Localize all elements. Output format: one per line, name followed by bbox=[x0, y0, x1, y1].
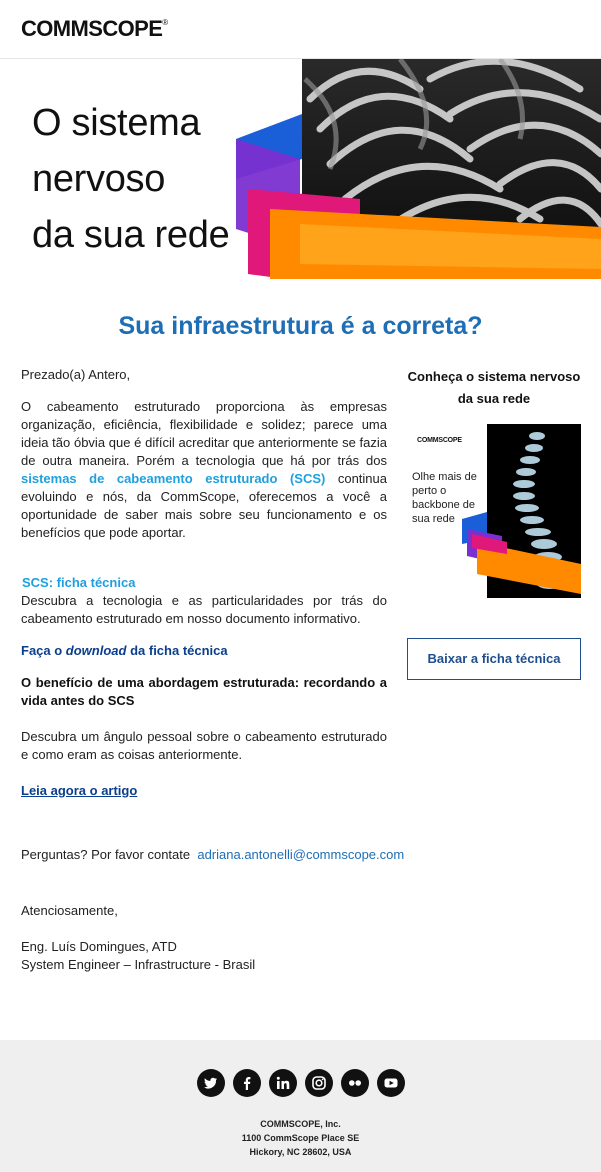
spine-image bbox=[407, 424, 581, 598]
article-description: Descubra um ângulo pessoal sobre o cabeamento estruturado e como eram as coisas anteriormente. bbox=[21, 729, 387, 762]
scs-link[interactable]: sistemas de cabeamento estruturado (SCS) bbox=[21, 471, 326, 486]
closing: Atenciosamente, bbox=[21, 903, 118, 918]
signature-name: Eng. Luís Domingues, ATD bbox=[21, 939, 177, 954]
download-link[interactable]: Faça o download da ficha técnica bbox=[21, 643, 228, 658]
contact-email-link[interactable]: adriana.antonelli@commscope.com bbox=[197, 847, 405, 862]
commscope-logo[interactable]: COMMSCOPE® bbox=[21, 16, 168, 41]
social-icons bbox=[0, 1069, 601, 1097]
article-title: O benefício de uma abordagem estruturada: recordando a vida antes do SCS bbox=[21, 675, 387, 708]
youtube-icon[interactable] bbox=[377, 1069, 405, 1097]
signature-title: System Engineer – Infrastructure - Brasil bbox=[21, 957, 256, 972]
card-logo: COMMSCOPE bbox=[417, 437, 462, 444]
intro-paragraph: O cabeamento estruturado proporciona às empresas organização, eficiência, flexibilidade e solidez; parece uma ideia tão óbvia que é difícil acreditar que anteriormente se fazia de outra maneira. Porém a tecnologia que há por trás dos sistemas de cabeamento estruturado (SCS) continua evoluindo e nós, da CommScope, oferecemos a você a oportunidade de saber mais sobre seu funcionamento e os benefícios que pode aportar. bbox=[21, 399, 388, 540]
sidebar-title: Conheça o sistema nervoso da sua rede bbox=[407, 369, 581, 406]
footer bbox=[0, 1040, 601, 1172]
scs-title-link[interactable]: SCS: ficha técnica bbox=[22, 575, 136, 590]
hero-banner bbox=[0, 59, 601, 279]
page-headline: Sua infraestrutura é a correta? bbox=[118, 312, 483, 340]
greeting: Prezado(a) Antero, bbox=[21, 367, 131, 382]
header-bar bbox=[0, 0, 601, 59]
flickr-icon[interactable] bbox=[341, 1069, 369, 1097]
instagram-icon[interactable] bbox=[305, 1069, 333, 1097]
facebook-icon[interactable] bbox=[233, 1069, 261, 1097]
download-datasheet-button[interactable]: Baixar a ficha técnica bbox=[407, 638, 581, 680]
scs-description: Descubra a tecnologia e as particularidades por trás do cabeamento estruturado em nosso documento informativo. bbox=[21, 593, 387, 626]
card-text: Olhe mais de perto o backbone de sua rede bbox=[412, 471, 477, 525]
article-link[interactable]: Leia agora o artigo bbox=[21, 783, 138, 798]
questions-line: Perguntas? Por favor contate adriana.antonelli@commscope.com bbox=[21, 847, 405, 862]
backbone-promo-card[interactable] bbox=[407, 424, 581, 598]
linkedin-icon[interactable] bbox=[269, 1069, 297, 1097]
company-address: COMMSCOPE, Inc. 1100 CommScope Place SE Hickory, NC 28602, USA bbox=[241, 1119, 360, 1157]
hero-title: O sistema nervoso da sua rede bbox=[32, 102, 230, 256]
twitter-icon[interactable] bbox=[197, 1069, 225, 1097]
